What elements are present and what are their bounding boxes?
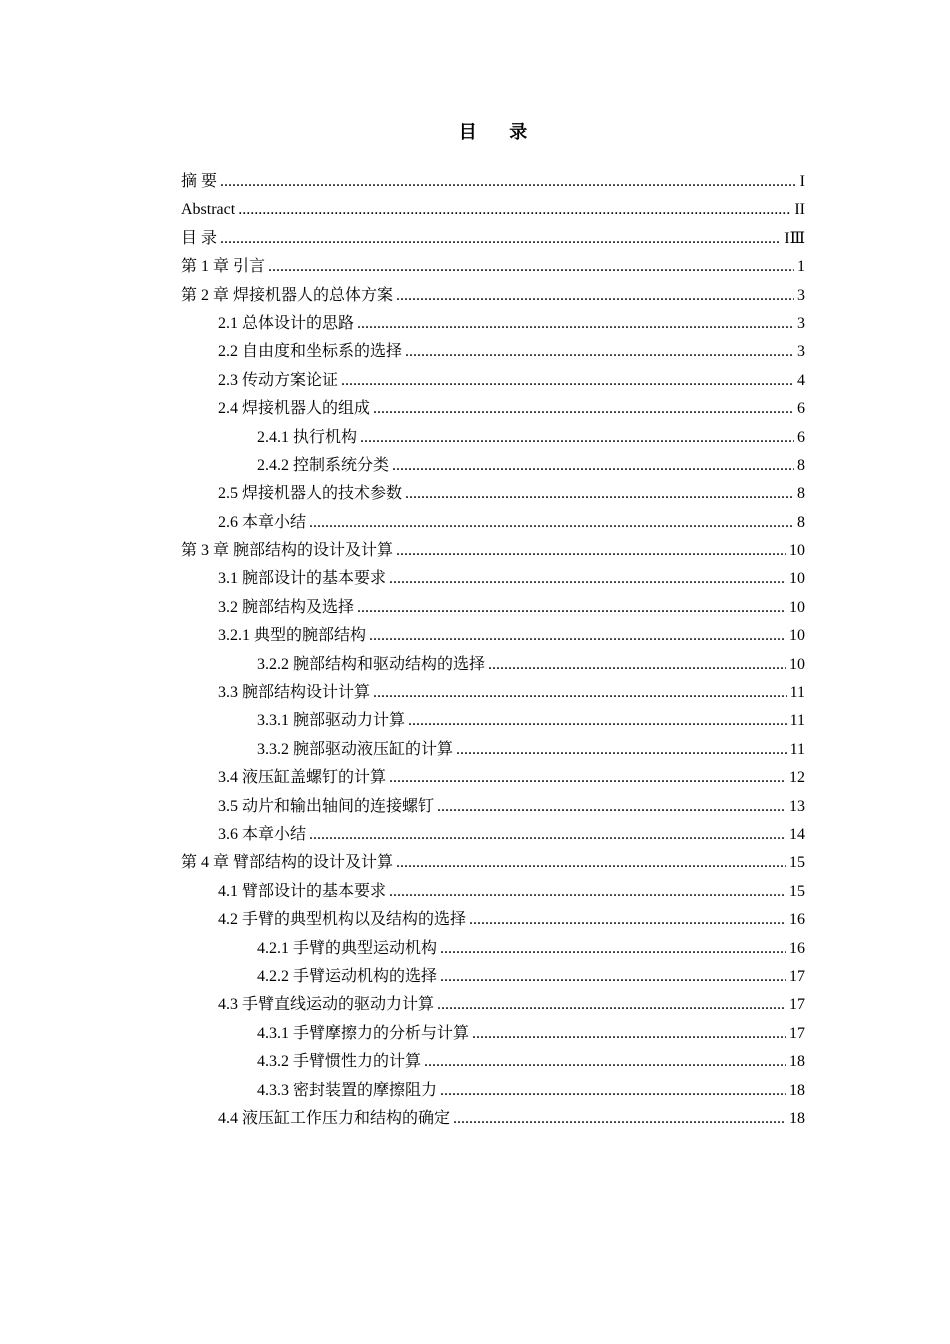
toc-entry-page-number: 15 xyxy=(789,854,805,872)
toc-entry[interactable] xyxy=(181,168,805,196)
toc-entry-page-number: 13 xyxy=(789,797,805,815)
toc-title: 目 录 xyxy=(458,122,542,142)
toc-entry-page-number: 3 xyxy=(797,314,805,332)
toc-entry[interactable] xyxy=(181,537,805,565)
dot-leader xyxy=(373,395,794,423)
toc-entry-label: 2.4 焊接机器人的组成 xyxy=(218,400,371,418)
toc-entry[interactable] xyxy=(181,622,805,650)
dot-leader xyxy=(220,168,797,196)
toc-entry-page-number: 18 xyxy=(789,1109,805,1127)
toc-entry-label: 2.2 自由度和坐标系的选择 xyxy=(218,343,403,361)
toc-entry-page-number: 11 xyxy=(789,740,805,758)
toc-entry-label: 4.2 手臂的典型机构以及结构的选择 xyxy=(218,911,467,929)
toc-entry[interactable] xyxy=(181,424,805,452)
toc-entry[interactable] xyxy=(181,736,805,764)
dot-leader xyxy=(392,452,794,480)
dot-leader xyxy=(472,1020,786,1048)
toc-entry[interactable] xyxy=(181,452,805,480)
toc-entry-page-number: 1 xyxy=(797,258,805,276)
toc-entry-page-number: 10 xyxy=(789,570,805,588)
toc-entry[interactable] xyxy=(181,991,805,1019)
toc-entry-label: 4.2.1 手臂的典型运动机构 xyxy=(257,939,438,957)
toc-entry[interactable] xyxy=(181,878,805,906)
dot-leader xyxy=(369,622,786,650)
toc-entry-page-number: 11 xyxy=(789,712,805,730)
dot-leader xyxy=(488,651,786,679)
toc-entry-page-number: 17 xyxy=(789,996,805,1014)
toc-entry-label: 第 4 章 臂部结构的设计及计算 xyxy=(181,854,394,872)
toc-entry-page-number: 8 xyxy=(797,485,805,503)
dot-leader xyxy=(357,310,794,338)
toc-entry-page-number: 6 xyxy=(797,428,805,446)
toc-entry-page-number: 17 xyxy=(789,1024,805,1042)
dot-leader xyxy=(405,480,794,508)
toc-entry-page-number: II xyxy=(794,201,805,219)
toc-entry[interactable] xyxy=(181,310,805,338)
dot-leader xyxy=(360,424,794,452)
toc-entry-label: 第 1 章 引言 xyxy=(181,258,266,276)
toc-entry[interactable] xyxy=(181,793,805,821)
toc-entry-label: 3.3 腕部结构设计计算 xyxy=(218,684,371,702)
toc-entry[interactable] xyxy=(181,1105,805,1133)
toc-entry-page-number: 10 xyxy=(789,542,805,560)
toc-entry-label: 4.3.1 手臂摩擦力的分析与计算 xyxy=(257,1024,470,1042)
toc-entry-page-number: 15 xyxy=(789,882,805,900)
dot-leader xyxy=(396,849,786,877)
toc-entry-label: 2.6 本章小结 xyxy=(218,513,307,531)
toc-entry-page-number: 11 xyxy=(789,684,805,702)
dot-leader xyxy=(341,367,794,395)
toc-entry-page-number: 10 xyxy=(789,627,805,645)
dot-leader xyxy=(453,1105,786,1133)
toc-entry[interactable] xyxy=(181,1077,805,1105)
toc-entry-page-number: 12 xyxy=(789,769,805,787)
dot-leader xyxy=(357,594,786,622)
toc-entry[interactable] xyxy=(181,367,805,395)
dot-leader xyxy=(268,253,794,281)
toc-entry-label: 摘 要 xyxy=(181,173,218,190)
dot-leader xyxy=(220,225,781,253)
toc-entry-label: 4.3.3 密封装置的摩擦阻力 xyxy=(257,1081,438,1099)
dot-leader xyxy=(238,196,791,224)
dot-leader xyxy=(437,793,786,821)
toc-entry-label: 3.2.2 腕部结构和驱动结构的选择 xyxy=(257,655,486,673)
toc-entry-page-number: 10 xyxy=(789,598,805,616)
toc-entry-label: 3.3.2 腕部驱动液压缸的计算 xyxy=(257,740,454,758)
toc-entry-label: 4.3 手臂直线运动的驱动力计算 xyxy=(218,996,435,1014)
toc-entry-label: 3.4 液压缸盖螺钉的计算 xyxy=(218,769,387,787)
toc-entry-label: 3.1 腕部设计的基本要求 xyxy=(218,570,387,588)
toc-entry[interactable] xyxy=(181,565,805,593)
toc-entry-label: 3.2.1 典型的腕部结构 xyxy=(218,627,367,645)
toc-entry-page-number: 17 xyxy=(789,967,805,985)
toc-entry-label: 3.2 腕部结构及选择 xyxy=(218,598,355,616)
toc-entry-label: 4.4 液压缸工作压力和结构的确定 xyxy=(218,1109,451,1127)
dot-leader xyxy=(440,963,786,991)
toc-entry[interactable] xyxy=(181,849,805,877)
table-of-contents xyxy=(181,168,805,1133)
toc-entry[interactable] xyxy=(181,480,805,508)
toc-entry-page-number: 4 xyxy=(797,371,805,389)
toc-entry-label: 3.5 动片和输出轴间的连接螺钉 xyxy=(218,797,435,815)
toc-entry-label: 4.1 臂部设计的基本要求 xyxy=(218,882,387,900)
toc-entry-label: 2.4.1 执行机构 xyxy=(257,428,358,446)
toc-entry-label: 4.2.2 手臂运动机构的选择 xyxy=(257,967,438,985)
toc-entry-label: 第 2 章 焊接机器人的总体方案 xyxy=(181,286,394,304)
toc-entry[interactable] xyxy=(181,509,805,537)
toc-entry-label: 2.4.2 控制系统分类 xyxy=(257,456,390,474)
dot-leader xyxy=(437,991,786,1019)
dot-leader xyxy=(440,1077,786,1105)
toc-entry-label: 2.1 总体设计的思路 xyxy=(218,314,355,332)
toc-entry[interactable] xyxy=(181,1048,805,1076)
toc-entry-page-number: 10 xyxy=(789,655,805,673)
dot-leader xyxy=(389,878,786,906)
toc-entry[interactable] xyxy=(181,282,805,310)
toc-entry-page-number: 16 xyxy=(789,939,805,957)
toc-entry[interactable] xyxy=(181,707,805,735)
toc-entry[interactable] xyxy=(181,935,805,963)
toc-entry-label: 目 录 xyxy=(181,229,218,247)
toc-entry-page-number: 14 xyxy=(789,825,805,843)
toc-entry[interactable] xyxy=(181,196,805,224)
dot-leader xyxy=(309,821,786,849)
toc-entry[interactable] xyxy=(181,651,805,679)
toc-entry[interactable] xyxy=(181,906,805,934)
toc-entry-page-number: 18 xyxy=(789,1053,805,1071)
toc-entry-page-number: I xyxy=(799,173,805,190)
toc-entry[interactable] xyxy=(181,395,805,423)
dot-leader xyxy=(396,537,786,565)
dot-leader xyxy=(309,509,794,537)
dot-leader xyxy=(408,707,787,735)
toc-entry-label: 2.3 传动方案论证 xyxy=(218,371,339,389)
dot-leader xyxy=(440,935,786,963)
toc-entry-page-number: 8 xyxy=(797,513,805,531)
toc-entry-label: 第 3 章 腕部结构的设计及计算 xyxy=(181,542,394,560)
toc-entry-label: 2.5 焊接机器人的技术参数 xyxy=(218,485,403,503)
dot-leader xyxy=(456,736,787,764)
toc-entry-label: Abstract xyxy=(181,201,236,219)
toc-entry-page-number: 18 xyxy=(789,1081,805,1099)
toc-entry[interactable] xyxy=(181,338,805,366)
dot-leader xyxy=(389,764,786,792)
toc-entry-page-number: 3 xyxy=(797,286,805,304)
toc-entry[interactable] xyxy=(181,594,805,622)
toc-entry-page-number: 8 xyxy=(797,456,805,474)
toc-entry[interactable] xyxy=(181,225,805,253)
toc-entry[interactable] xyxy=(181,679,805,707)
dot-leader xyxy=(396,282,794,310)
toc-entry-page-number: 3 xyxy=(797,343,805,361)
toc-entry-label: 3.6 本章小结 xyxy=(218,825,307,843)
toc-entry-page-number: 6 xyxy=(797,400,805,418)
toc-entry[interactable] xyxy=(181,253,805,281)
dot-leader xyxy=(424,1048,786,1076)
toc-entry[interactable] xyxy=(181,963,805,991)
toc-entry-page-number: IⅢ xyxy=(784,229,805,247)
dot-leader xyxy=(405,338,794,366)
toc-entry[interactable] xyxy=(181,821,805,849)
toc-entry-label: 3.3.1 腕部驱动力计算 xyxy=(257,712,406,730)
dot-leader xyxy=(389,565,786,593)
toc-entry[interactable] xyxy=(181,764,805,792)
toc-entry[interactable] xyxy=(181,1020,805,1048)
dot-leader xyxy=(373,679,787,707)
toc-entry-label: 4.3.2 手臂惯性力的计算 xyxy=(257,1053,422,1071)
toc-entry-page-number: 16 xyxy=(789,911,805,929)
dot-leader xyxy=(469,906,786,934)
